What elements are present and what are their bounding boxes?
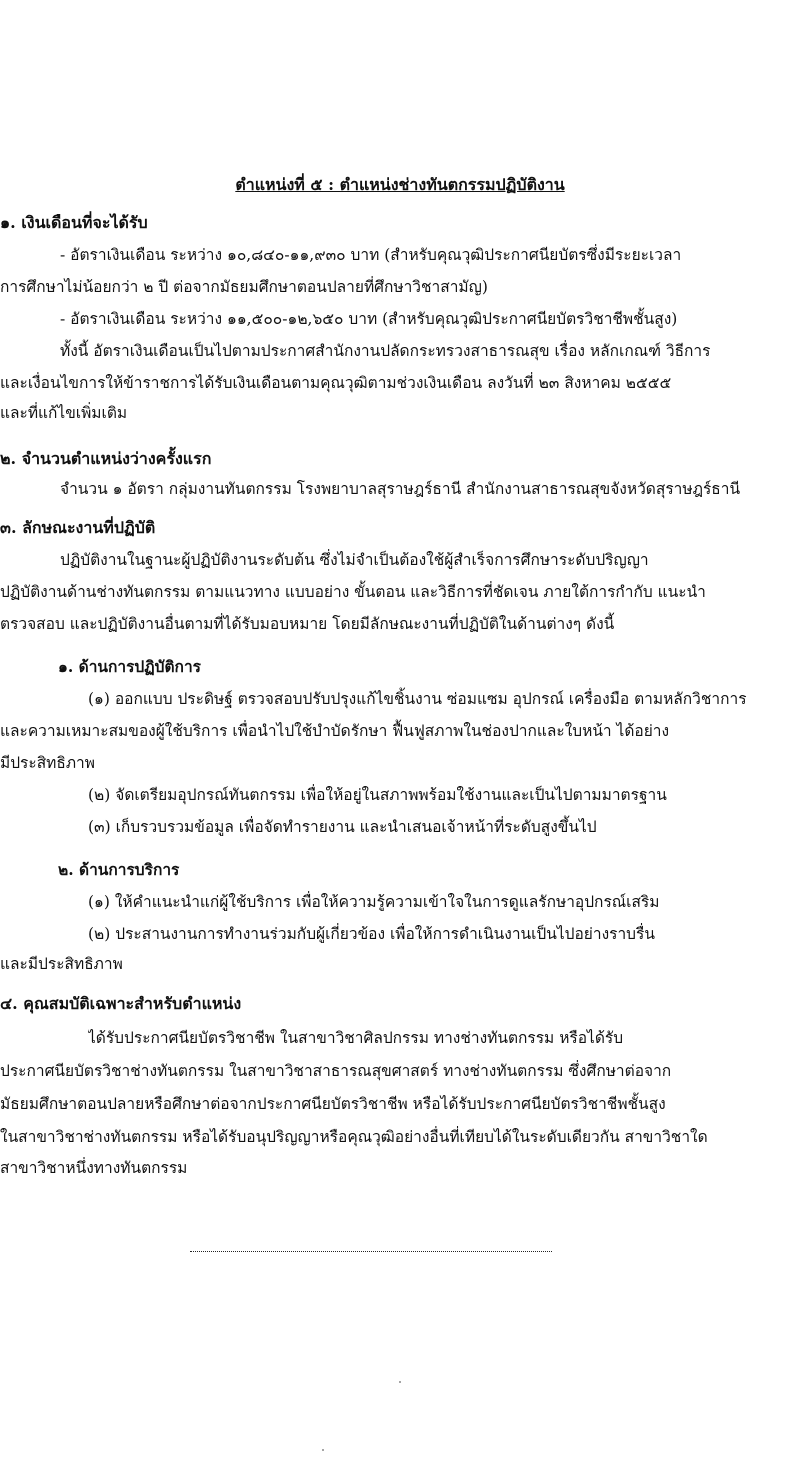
section-4-line-1: ได้รับประกาศนียบัตรวิชาชีพ ในสาขาวิชาศิลปกรรม ทางช่างทันตกรรม หรือได้รับ — [88, 1029, 624, 1047]
subsection-2-line-3: และมีประสิทธิภาพ — [0, 955, 123, 973]
section-3-line-2: ปฏิบัติงานด้านช่างทันตกรรม ตามแนวทาง แบบอย่าง ขั้นตอน และวิธีการที่ชัดเจน ภายใต้การกำกับ แนะนำ — [0, 583, 706, 601]
subsection-1-heading: ๑. ด้านการปฏิบัติการ — [58, 657, 201, 676]
subsection-1-line-4: (๒) จัดเตรียมอุปกรณ์ทันตกรรม เพื่อให้อยู่ในสภาพพร้อมใช้งานและเป็นไปตามมาตรฐาน — [88, 786, 667, 804]
section-2-heading: ๒. จำนวนตำแหน่งว่างครั้งแรก — [0, 449, 212, 468]
section-1-line-6: และที่แก้ไขเพิ่มเติม — [0, 404, 128, 422]
subsection-2-line-1: (๑) ให้คำแนะนำแก่ผู้ใช้บริการ เพื่อให้ความรู้ความเข้าใจในการดูแลรักษาอุปกรณ์เสริม — [88, 893, 660, 911]
scan-speck — [322, 1449, 324, 1451]
section-3-line-1: ปฏิบัติงานในฐานะผู้ปฏิบัติงานระดับต้น ซึ่งไม่จำเป็นต้องใช้ผู้สำเร็จการศึกษาระดับปริญญา — [60, 551, 649, 569]
section-4-line-2: ประกาศนียบัตรวิชาช่างทันตกรรม ในสาขาวิชาสาธารณสุขศาสตร์ ทางช่างทันตกรรม ซึ่งศึกษาต่อจาก — [0, 1062, 672, 1080]
section-1-line-3: - อัตราเงินเดือน ระหว่าง ๑๑,๕๐๐-๑๒,๖๕๐ บาท (สำหรับคุณวุฒิประกาศนียบัตรวิชาชีพชั้นสูง) — [60, 310, 678, 328]
section-3-heading: ๓. ลักษณะงานที่ปฏิบัติ — [0, 518, 156, 537]
section-4-line-4: ในสาขาวิชาช่างทันตกรรม หรือได้รับอนุปริญญาหรือคุณวุฒิอย่างอื่นที่เทียบได้ในระดับเดียวกัน สาขาวิชาใด — [0, 1128, 708, 1146]
section-1-line-5: และเงื่อนไขการให้ข้าราชการได้รับเงินเดือนตามคุณวุฒิตามช่วงเงินเดือน ลงวันที่ ๒๓ สิงหาคม ๒๕๕๕ — [0, 374, 672, 392]
subsection-1-line-1: (๑) ออกแบบ ประดิษฐ์ ตรวจสอบปรับปรุงแก้ไขชิ้นงาน ซ่อมแซม อุปกรณ์ เครื่องมือ ตามหลักวิชาการ — [88, 690, 747, 708]
subsection-2-line-2: (๒) ประสานงานการทำงานร่วมกับผู้เกี่ยวข้อง เพื่อให้การดำเนินงานเป็นไปอย่างราบรื่น — [88, 925, 655, 943]
section-4-line-3: มัธยมศึกษาตอนปลายหรือศึกษาต่อจากประกาศนียบัตรวิชาชีพ หรือได้รับประกาศนียบัตรวิชาชีพชั้นสูง — [0, 1095, 666, 1113]
subsection-1-line-2: และความเหมาะสมของผู้ใช้บริการ เพื่อนำไปใช้บำบัดรักษา ฟื้นฟูสภาพในช่องปากและใบหน้า ได้อย่าง — [0, 722, 670, 740]
subsection-2-heading: ๒. ด้านการบริการ — [58, 860, 180, 879]
document-title: ตำแหน่งที่ ๕ : ตำแหน่งช่างทันตกรรมปฏิบัติงาน — [235, 175, 565, 194]
section-1-line-2: การศึกษาไม่น้อยกว่า ๒ ปี ต่อจากมัธยมศึกษาตอนปลายที่ศึกษาวิชาสามัญ) — [0, 278, 488, 296]
end-dotted-line — [190, 1251, 552, 1252]
subsection-1-line-3: มีประสิทธิภาพ — [0, 754, 95, 772]
section-1-heading: ๑. เงินเดือนที่จะได้รับ — [0, 213, 148, 232]
scan-speck — [399, 1381, 401, 1383]
section-1-line-1: - อัตราเงินเดือน ระหว่าง ๑๐,๘๔๐-๑๑,๙๓๐ บาท (สำหรับคุณวุฒิประกาศนียบัตรซึ่งมีระยะเวลา — [60, 246, 682, 264]
section-3-line-3: ตรวจสอบ และปฏิบัติงานอื่นตามที่ได้รับมอบหมาย โดยมีลักษณะงานที่ปฏิบัติในด้านต่างๆ ดังนี้ — [0, 615, 615, 633]
section-4-heading: ๔. คุณสมบัติเฉพาะสำหรับตำแหน่ง — [0, 994, 242, 1013]
subsection-1-line-5: (๓) เก็บรวบรวมข้อมูล เพื่อจัดทำรายงาน และนำเสนอเจ้าหน้าที่ระดับสูงขึ้นไป — [88, 818, 597, 836]
section-2-line-1: จำนวน ๑ อัตรา กลุ่มงานทันตกรรม โรงพยาบาลสุราษฎร์ธานี สำนักงานสาธารณสุขจังหวัดสุราษฎร์ธานี — [60, 480, 741, 498]
section-1-line-4: ทั้งนี้ อัตราเงินเดือนเป็นไปตามประกาศสำนักงานปลัดกระทรวงสาธารณสุข เรื่อง หลักเกณฑ์ วิธีการ — [60, 342, 711, 360]
section-4-line-5: สาขาวิชาหนึ่งทางทันตกรรม — [0, 1159, 188, 1177]
